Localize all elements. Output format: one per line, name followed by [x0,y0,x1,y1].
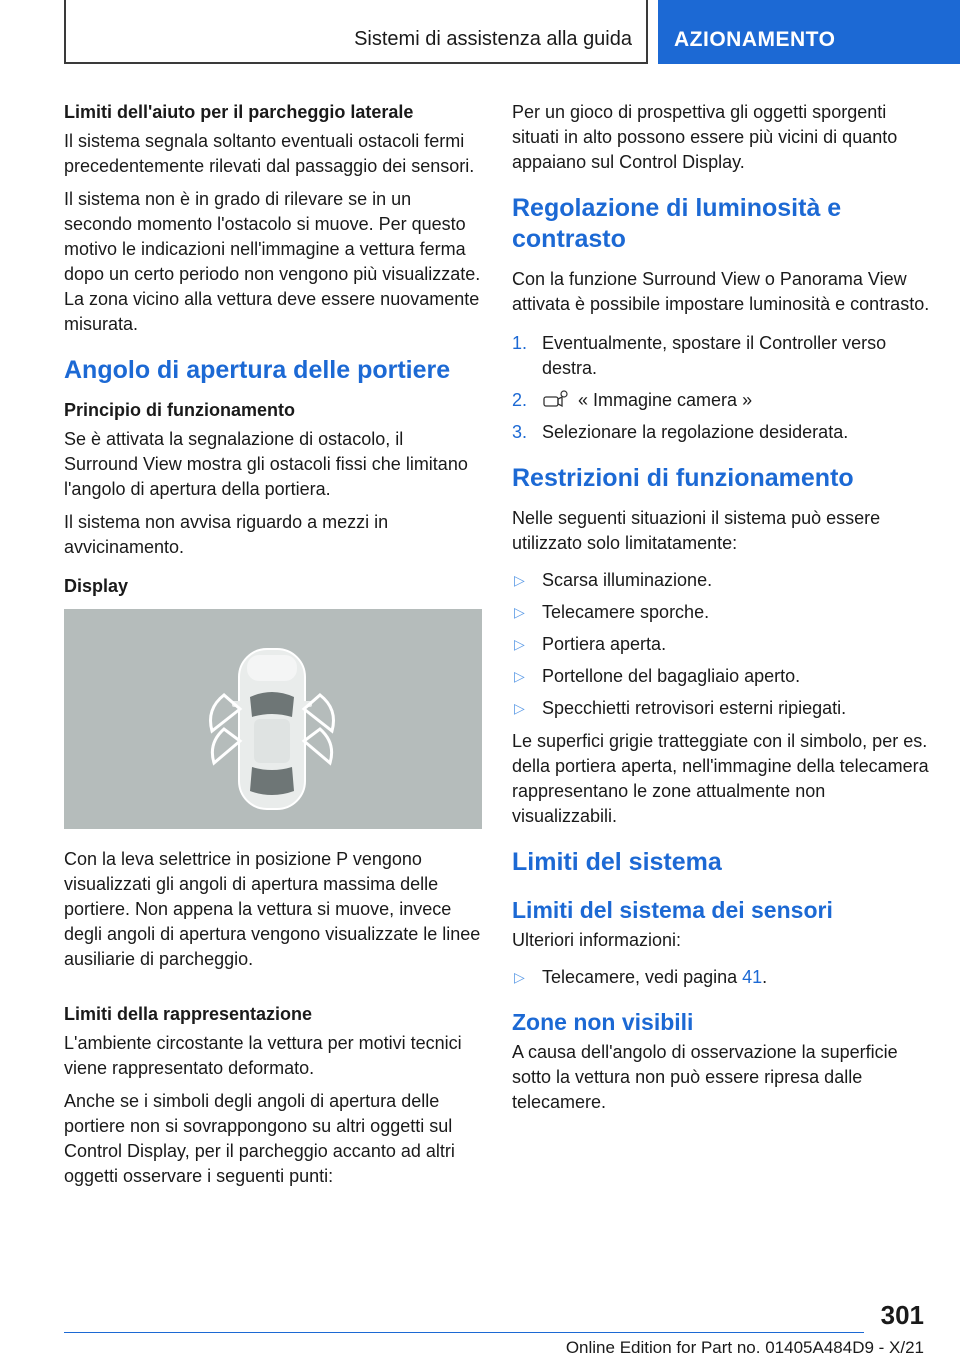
paragraph: Con la funzione Surround View o Panorama View attivata è possibile impostare luminosità e contrasto. [512,269,930,314]
footer-edition: Online Edition for Part no. 01405A484D9 - X/21 [565,1338,924,1357]
paragraph: Le superfici grigie tratteggiate con il simbolo, per es. della portiera aperta, nell'immagine della telecamera rappresentano le zone attualmente non visualizzabili. [512,731,929,826]
list-item-text: Portellone del bagagliaio aperto. [542,666,801,686]
step-number: 3. [512,422,528,442]
subheading-limiti-rappresentazione: Limiti della rappresentazione [64,1004,313,1024]
subheading-parcheggio-laterale: Limiti dell'aiuto per il parcheggio laterale [64,102,414,122]
list-item [512,568,930,593]
list-item-text: Scarsa illuminazione. [542,570,713,590]
car-top-view-icon [64,609,482,829]
list-item [512,664,930,689]
triangle-right-icon: ▷ [514,572,525,588]
paragraph: Per un gioco di prospettiva gli oggetti sporgenti situati in alto possono essere più vicini di quanto appaiano sul Control Display. [512,102,898,172]
paragraph: A causa dell'angolo di osservazione la superficie sotto la vettura non può essere ripresa dalle telecamere. [512,1042,898,1112]
subheading-display: Display [64,576,129,596]
paragraph: Anche se i simboli degli angoli di apertura delle portiere non si sovrappongono su altri oggetti sul Control Display, per il parcheggio accanto ad altri oggetti osservare i seguenti punti: [64,1091,455,1186]
list-item [512,388,930,413]
step-text: Eventualmente, spostare il Controller verso destra. [542,333,887,378]
steps-list [512,331,930,445]
triangle-right-icon: ▷ [514,668,525,684]
left-column [64,100,482,1197]
heading-angolo-apertura: Angolo di apertura delle portiere [64,356,451,384]
heading-zone-non-visibili: Zone non visibili [512,1009,694,1035]
triangle-right-icon: ▷ [514,604,525,620]
heading-limiti-sensori: Limiti del sistema dei sensori [512,897,833,923]
car-door-angle-figure [64,609,482,829]
heading-luminosita: Regolazione di luminosità e contrasto [512,194,842,253]
paragraph: Il sistema non avvisa riguardo a mezzi in avvicinamento. [64,512,389,557]
header-section-box [64,0,648,64]
paragraph: Nelle seguenti situazioni il sistema può essere utilizzato solo limitatamente: [512,508,881,553]
triangle-right-icon: ▷ [514,636,525,652]
header-chapter-title: AZIONAMENTO [674,28,836,51]
list-item-text: Telecamere, vedi pagina [542,967,743,987]
page-link[interactable]: 41 [742,967,763,987]
list-item-end: . [762,967,768,987]
right-column [512,100,930,1123]
header-section-title: Sistemi di assistenza alla guida [354,28,632,50]
list-item-text: Specchietti retrovisori esterni ripiegati. [542,698,847,718]
restrictions-list [512,568,930,721]
step-text: « Immagine camera » [578,390,753,410]
sensors-list [512,965,930,990]
paragraph: Ulteriori informazioni: [512,930,682,950]
subheading-principio: Principio di funzionamento [64,400,295,420]
list-item [512,600,930,625]
page-number: 301 [880,1300,924,1330]
paragraph: Il sistema segnala soltanto eventuali ostacoli fermi precedentemente rilevati dal passaggio dei sensori. [64,131,475,176]
list-item-text: Telecamere sporche. [542,602,710,622]
list-item [512,696,930,721]
list-item [512,632,930,657]
paragraph: Con la leva selettrice in posizione P vengono visualizzati gli angoli di apertura massima delle portiere. Non appena la vettura si muove, invece degli angoli di apertura vengono visualizzate le linee ausiliarie di parcheggio. [64,849,481,969]
paragraph: L'ambiente circostante la vettura per motivi tecnici viene rappresentato deformato. [64,1033,462,1078]
header-chapter-box [658,0,960,64]
triangle-right-icon: ▷ [514,700,525,716]
paragraph: Il sistema non è in grado di rilevare se in un secondo momento l'ostacolo si muove. Per questo motivo le indicazioni nell'immagine a vettura ferma dopo un certo periodo non vengono più visualizzate. La zona vicino alla vettura deve essere nuovamente misurata. [64,189,481,334]
step-text: Selezionare la regolazione desiderata. [542,422,849,442]
paragraph: Se è attivata la segnalazione di ostacolo, il Surround View mostra gli ostacoli fissi che limitano l'angolo di apertura della portiera. [64,429,468,499]
list-item-text: Portiera aperta. [542,634,667,654]
camera-gear-icon [542,389,570,409]
list-item [512,331,930,381]
step-number: 2. [512,390,528,410]
list-item [512,965,930,990]
heading-restrizioni: Restrizioni di funzionamento [512,464,854,492]
footer-divider [64,1332,864,1333]
heading-limiti-sistema: Limiti del sistema [512,848,722,876]
list-item [512,420,930,445]
triangle-right-icon: ▷ [514,969,525,985]
step-number: 1. [512,333,528,353]
